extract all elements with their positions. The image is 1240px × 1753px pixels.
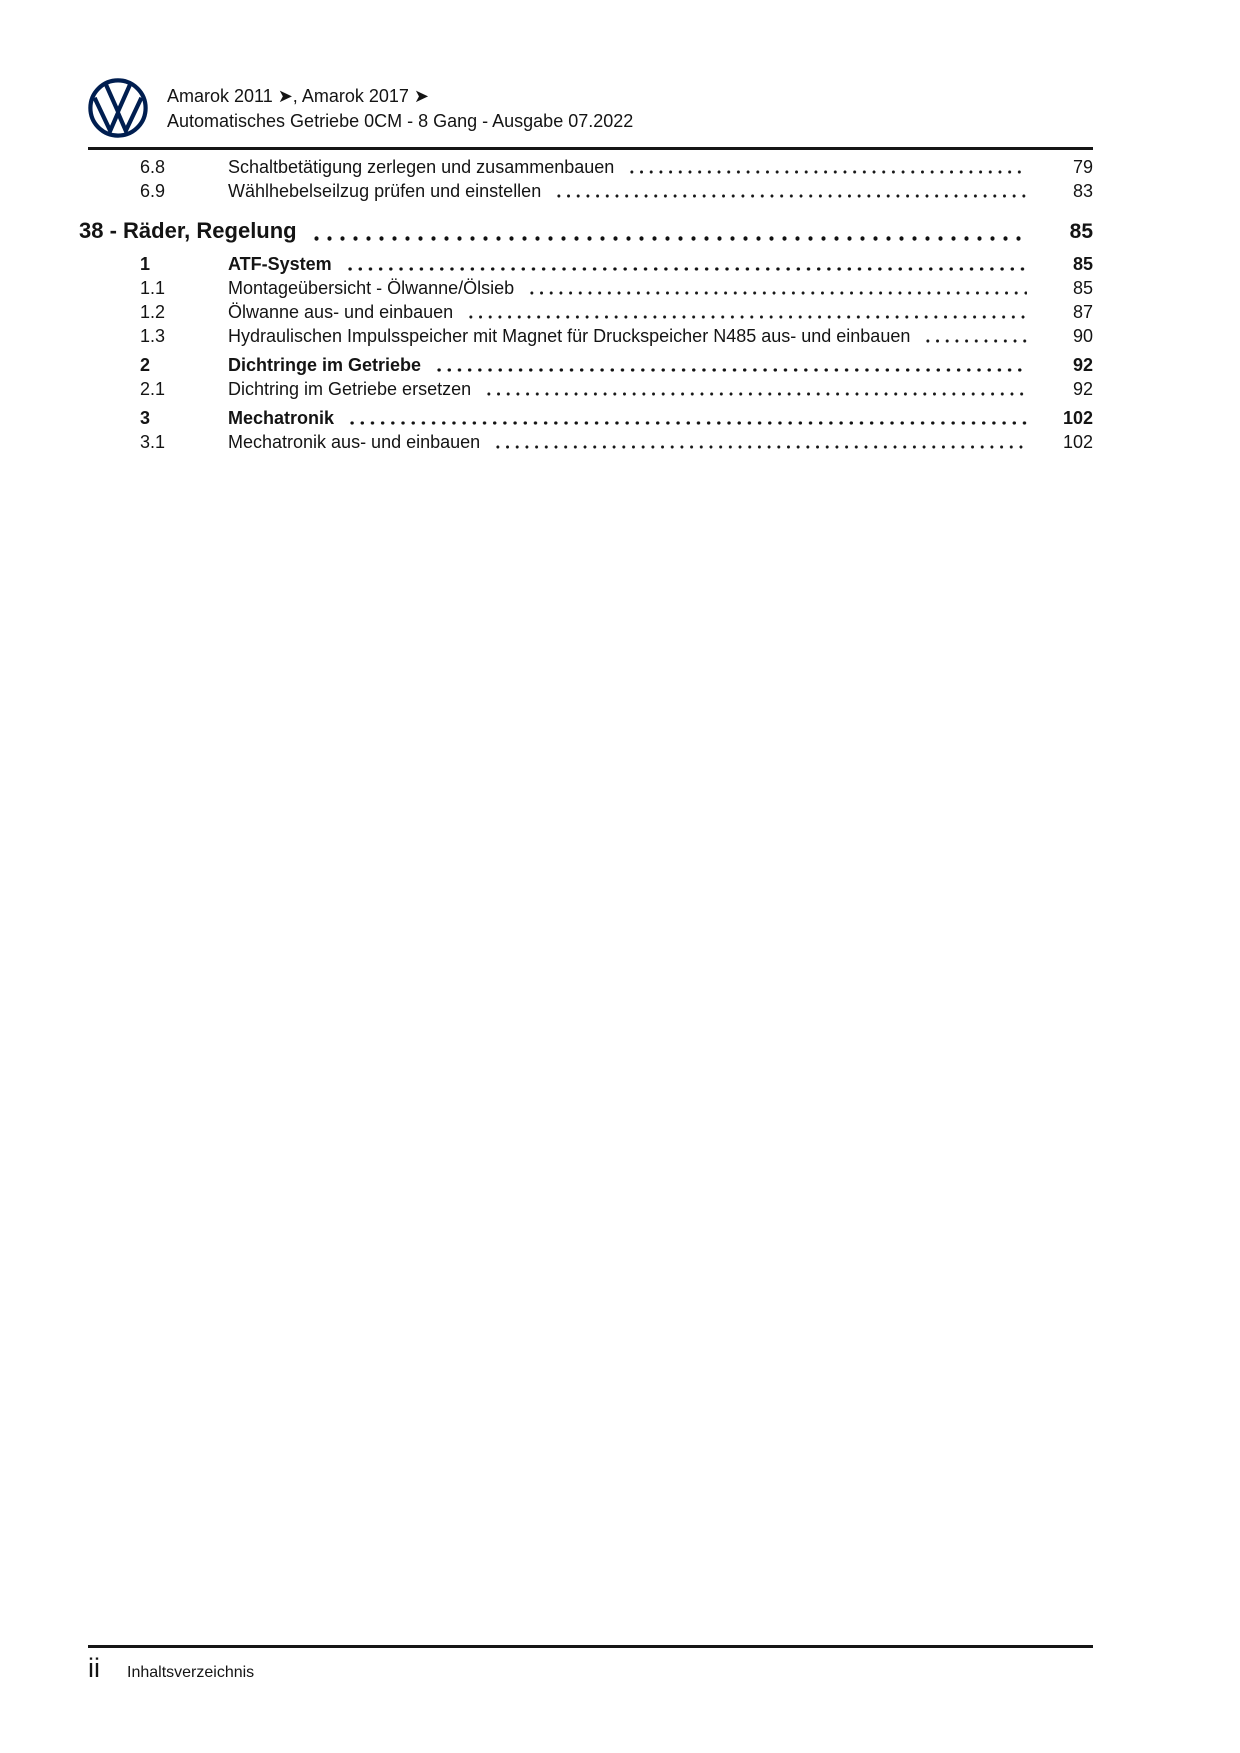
toc-entry-title: Ölwanne aus- und einbauen — [228, 302, 454, 322]
toc-entry-page: 83 — [1072, 181, 1093, 201]
toc-entry-number: 2.1 — [140, 379, 166, 399]
dot-leader — [527, 276, 1027, 300]
toc-entry-page: 85 — [1072, 254, 1093, 274]
toc-entry-number: 1.2 — [140, 302, 166, 322]
toc-entry-page: 85 — [1069, 220, 1093, 243]
toc-chapter-row — [79, 216, 1093, 247]
footer-rule — [88, 1645, 1093, 1648]
toc-entry-page: 102 — [1062, 432, 1093, 452]
dot-leader — [310, 216, 1027, 247]
footer-page-number: ii — [88, 1653, 100, 1683]
vw-logo-icon — [88, 78, 148, 138]
toc-entry-number: 1 — [140, 254, 151, 274]
dot-leader — [466, 300, 1027, 324]
toc-chapter-title: 38 - Räder, Regelung — [79, 218, 297, 243]
toc-entry-title: Hydraulischen Impulsspeicher mit Magnet für Druckspeicher N485 aus- und einbauen — [228, 326, 911, 346]
toc-entry-number: 1.3 — [140, 326, 166, 346]
toc-entry-number: 1.1 — [140, 278, 166, 298]
page-header — [88, 78, 1093, 138]
toc-entry-row — [88, 300, 1093, 324]
toc-entry-title: Mechatronik — [228, 408, 335, 428]
toc-entry-row — [88, 430, 1093, 454]
footer-section-label: Inhaltsverzeichnis — [127, 1664, 255, 1681]
page-footer — [88, 1645, 1093, 1685]
toc-entry-number: 6.8 — [140, 157, 166, 177]
toc-entry-row — [88, 155, 1093, 179]
dot-leader — [347, 406, 1027, 430]
toc-entry-page: 85 — [1072, 278, 1093, 298]
header-model-line: Amarok 2011 ➤, Amarok 2017 ➤ — [167, 86, 429, 106]
header-manual-title: Automatisches Getriebe 0CM - 8 Gang - Ausgabe 07.2022 — [167, 111, 634, 131]
toc-section-row — [88, 252, 1093, 276]
toc-entry-title: Mechatronik aus- und einbauen — [228, 432, 481, 452]
toc-entry-page: 102 — [1062, 408, 1093, 428]
dot-leader — [554, 179, 1027, 203]
header-text-block — [167, 84, 633, 138]
table-of-contents — [79, 155, 1093, 454]
toc-entry-number: 6.9 — [140, 181, 166, 201]
toc-entry-number: 2 — [140, 355, 151, 375]
dot-leader — [493, 430, 1027, 454]
footer-row — [88, 1651, 1093, 1685]
toc-entry-page: 87 — [1072, 302, 1093, 322]
toc-entry-title: Wählhebelseilzug prüfen und einstellen — [228, 181, 542, 201]
toc-entry-page: 92 — [1072, 355, 1093, 375]
toc-entry-title: ATF-System — [228, 254, 332, 274]
dot-leader — [434, 353, 1027, 377]
toc-entry-page: 90 — [1072, 326, 1093, 346]
dot-leader — [627, 155, 1027, 179]
dot-leader — [345, 252, 1027, 276]
dot-leader — [484, 377, 1027, 401]
dot-leader — [923, 324, 1027, 348]
toc-entry-title: Montageübersicht - Ölwanne/Ölsieb — [228, 278, 515, 298]
toc-entry-row — [88, 276, 1093, 300]
toc-entry-page: 92 — [1072, 379, 1093, 399]
toc-entry-row — [88, 377, 1093, 401]
toc-entry-row — [88, 179, 1093, 203]
header-rule — [88, 147, 1093, 150]
toc-entry-title: Schaltbetätigung zerlegen und zusammenbauen — [228, 157, 615, 177]
toc-entry-number: 3 — [140, 408, 151, 428]
toc-section-row — [88, 406, 1093, 430]
toc-entry-row — [88, 324, 1093, 348]
toc-entry-title: Dichtringe im Getriebe — [228, 355, 422, 375]
toc-entry-page: 79 — [1072, 157, 1093, 177]
toc-entry-title: Dichtring im Getriebe ersetzen — [228, 379, 472, 399]
toc-section-row — [88, 353, 1093, 377]
toc-entry-number: 3.1 — [140, 432, 166, 452]
